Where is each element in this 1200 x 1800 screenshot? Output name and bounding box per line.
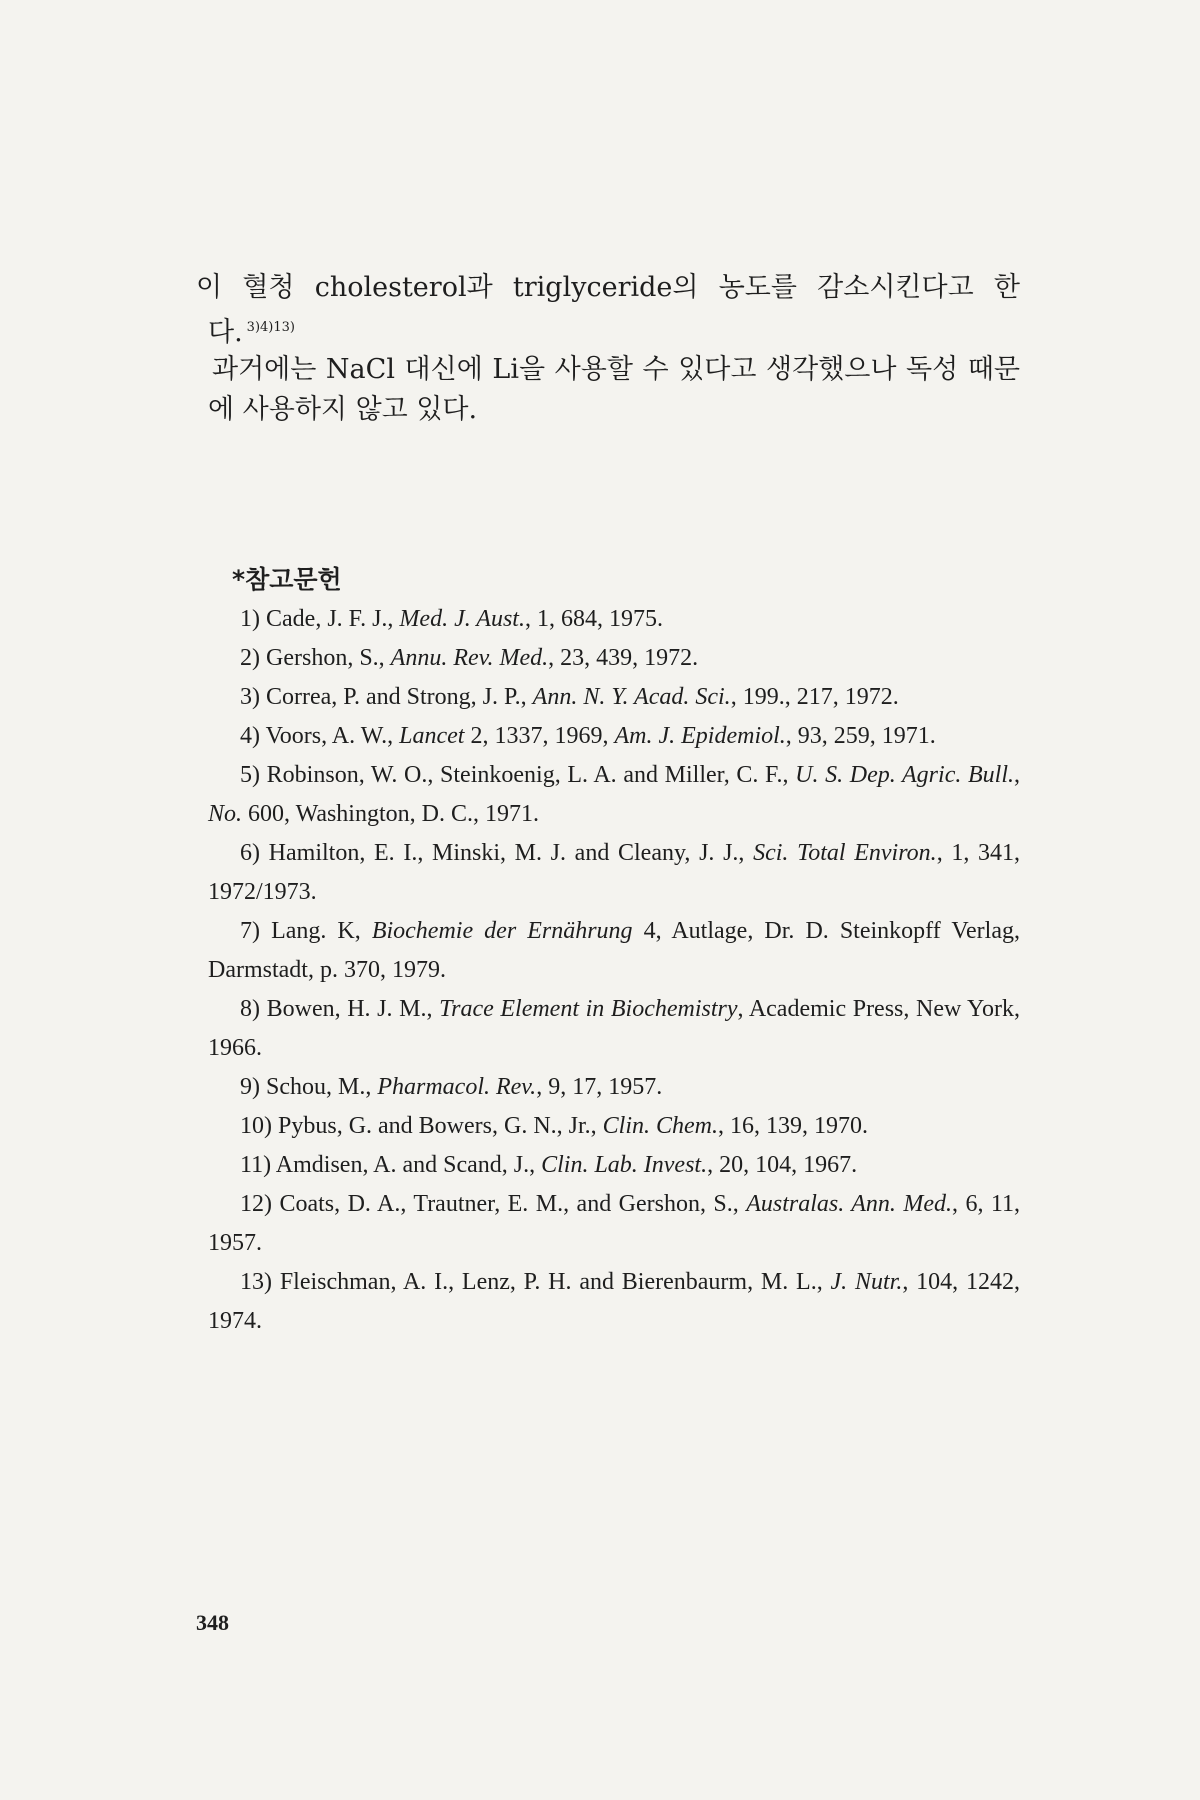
reference-text: Lang. K, Biochemie der Ernährung 4, Autlage, Dr. D. Steinkopff Verlag, Darmstadt, p. 370, 1979. [208, 918, 1020, 983]
reference-item [208, 990, 1020, 1068]
body-paragraph-1 [196, 268, 1020, 353]
reference-text: Hamilton, E. I., Minski, M. J. and Cleany, J. J., Sci. Total Environ., 1, 341, 1972/1973. [208, 840, 1021, 905]
reference-item [208, 834, 1020, 912]
reference-number: 8) [240, 996, 267, 1022]
reference-text: Cade, J. F. J., Med. J. Aust., 1, 684, 1975. [266, 606, 663, 632]
reference-text: Coats, D. A., Trautner, E. M., and Gershon, S., Australas. Ann. Med., 6, 11, 1957. [208, 1191, 1021, 1256]
reference-text: Correa, P. and Strong, J. P., Ann. N. Y. Acad. Sci., 199., 217, 1972. [266, 684, 899, 710]
reference-number: 7) [240, 918, 272, 944]
reference-text: Pybus, G. and Bowers, G. N., Jr., Clin. Chem., 16, 139, 1970. [278, 1113, 869, 1139]
reference-number: 10) [240, 1113, 278, 1139]
citation-superscript: 3)4)13) [246, 320, 295, 335]
reference-text: Schou, M., Pharmacol. Rev., 9, 17, 1957. [266, 1074, 663, 1100]
reference-text: Amdisen, A. and Scand, J., Clin. Lab. Invest., 20, 104, 1967. [275, 1152, 858, 1178]
reference-item [208, 639, 1020, 678]
reference-item [208, 1263, 1020, 1341]
reference-item [208, 717, 1020, 756]
reference-item [208, 1068, 1020, 1107]
reference-item [208, 1107, 1020, 1146]
reference-number: 11) [240, 1152, 276, 1178]
reference-item [208, 1185, 1020, 1263]
reference-number: 4) [240, 723, 266, 749]
page-number: 348 [196, 1610, 229, 1635]
reference-number: 9) [240, 1074, 266, 1100]
reference-item [208, 912, 1020, 990]
reference-text: Voors, A. W., Lancet 2, 1337, 1969, Am. J. Epidemiol., 93, 259, 1971. [265, 723, 936, 749]
reference-item [208, 756, 1020, 834]
references-list [208, 600, 1020, 1341]
reference-item [208, 1146, 1020, 1185]
reference-number: 6) [240, 840, 269, 866]
reference-number: 3) [240, 684, 266, 710]
reference-number: 5) [240, 762, 267, 788]
reference-text: Fleischman, A. I., Lenz, P. H. and Bierenbaurm, M. L., J. Nutr., 104, 1242, 1974. [208, 1269, 1020, 1334]
references-heading: *참고문헌 [232, 565, 342, 594]
reference-number: 13) [240, 1269, 280, 1295]
reference-number: 12) [240, 1191, 280, 1217]
reference-number: 1) [240, 606, 266, 632]
reference-number: 2) [240, 645, 266, 671]
reference-item [208, 600, 1020, 639]
reference-text: Bowen, H. J. M., Trace Element in Biochemistry, Academic Press, New York, 1966. [208, 996, 1020, 1061]
paragraph-text: 이 혈청 cholesterol과 triglyceride의 농도를 감소시킨다고 한다. [196, 272, 1020, 348]
reference-text: Gershon, S., Annu. Rev. Med., 23, 439, 1972. [266, 645, 699, 671]
reference-text: Robinson, W. O., Steinkoenig, L. A. and Miller, C. F., U. S. Dep. Agric. Bull., No. 600, Washington, D. C., 1971. [208, 762, 1021, 827]
paragraph-text: 과거에는 NaCl 대신에 Li을 사용할 수 있다고 생각했으나 독성 때문에 사용하지 않고 있다. [208, 354, 1020, 425]
reference-item [208, 678, 1020, 717]
body-paragraph-2 [208, 350, 1020, 430]
